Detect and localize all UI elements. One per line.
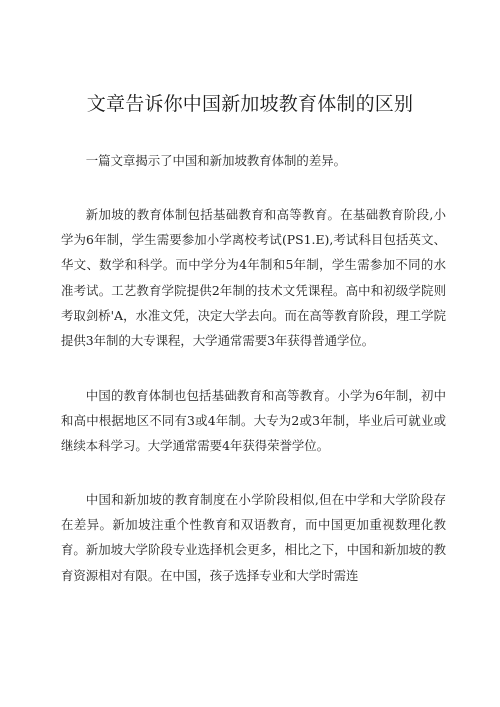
paragraph-comparison: 中国和新加坡的教育制度在小学阶段相似,但在中学和大学阶段存在差异。新加坡注重个性教育和双语教育，而中国更加重视数理化教育。新加坡大学阶段专业选择机会更多，相比之下，中国和新加坡的教育资源相对有限。在中国，孩子选择专业和大学时需连 — [61, 492, 446, 583]
document-title: 文章告诉你中国新加坡教育体制的区别 — [86, 93, 414, 115]
paragraph-intro: 一篇文章揭示了中国和新加坡教育体制的差异。 — [85, 153, 346, 168]
paragraph-china-system: 中国的教育体制也包括基础教育和高等教育。小学为6年制，初中和高中根据地区不同有3或4年制。大专为2或3年制，毕业后可就业或继续本科学习。大学通常需要4年获得荣誉学位。 — [61, 388, 446, 454]
paragraph-singapore-system: 新加坡的教育体制包括基础教育和高等教育。在基础教育阶段,小学为6年制，学生需要参加小学离校考试(PS1.E),考试科目包括英文、华文、数学和科学。而中学分为4年制和5年制，学生需参加不同的水准考试。工艺教育学院提供2年制的技术文凭课程。高中和初级学院则考取剑桥'A，水准文凭，决定大学去向。而在高等教育阶段，理工学院提供3年制的大专课程，大学通常需要3年获得普通学位。 — [61, 207, 446, 349]
